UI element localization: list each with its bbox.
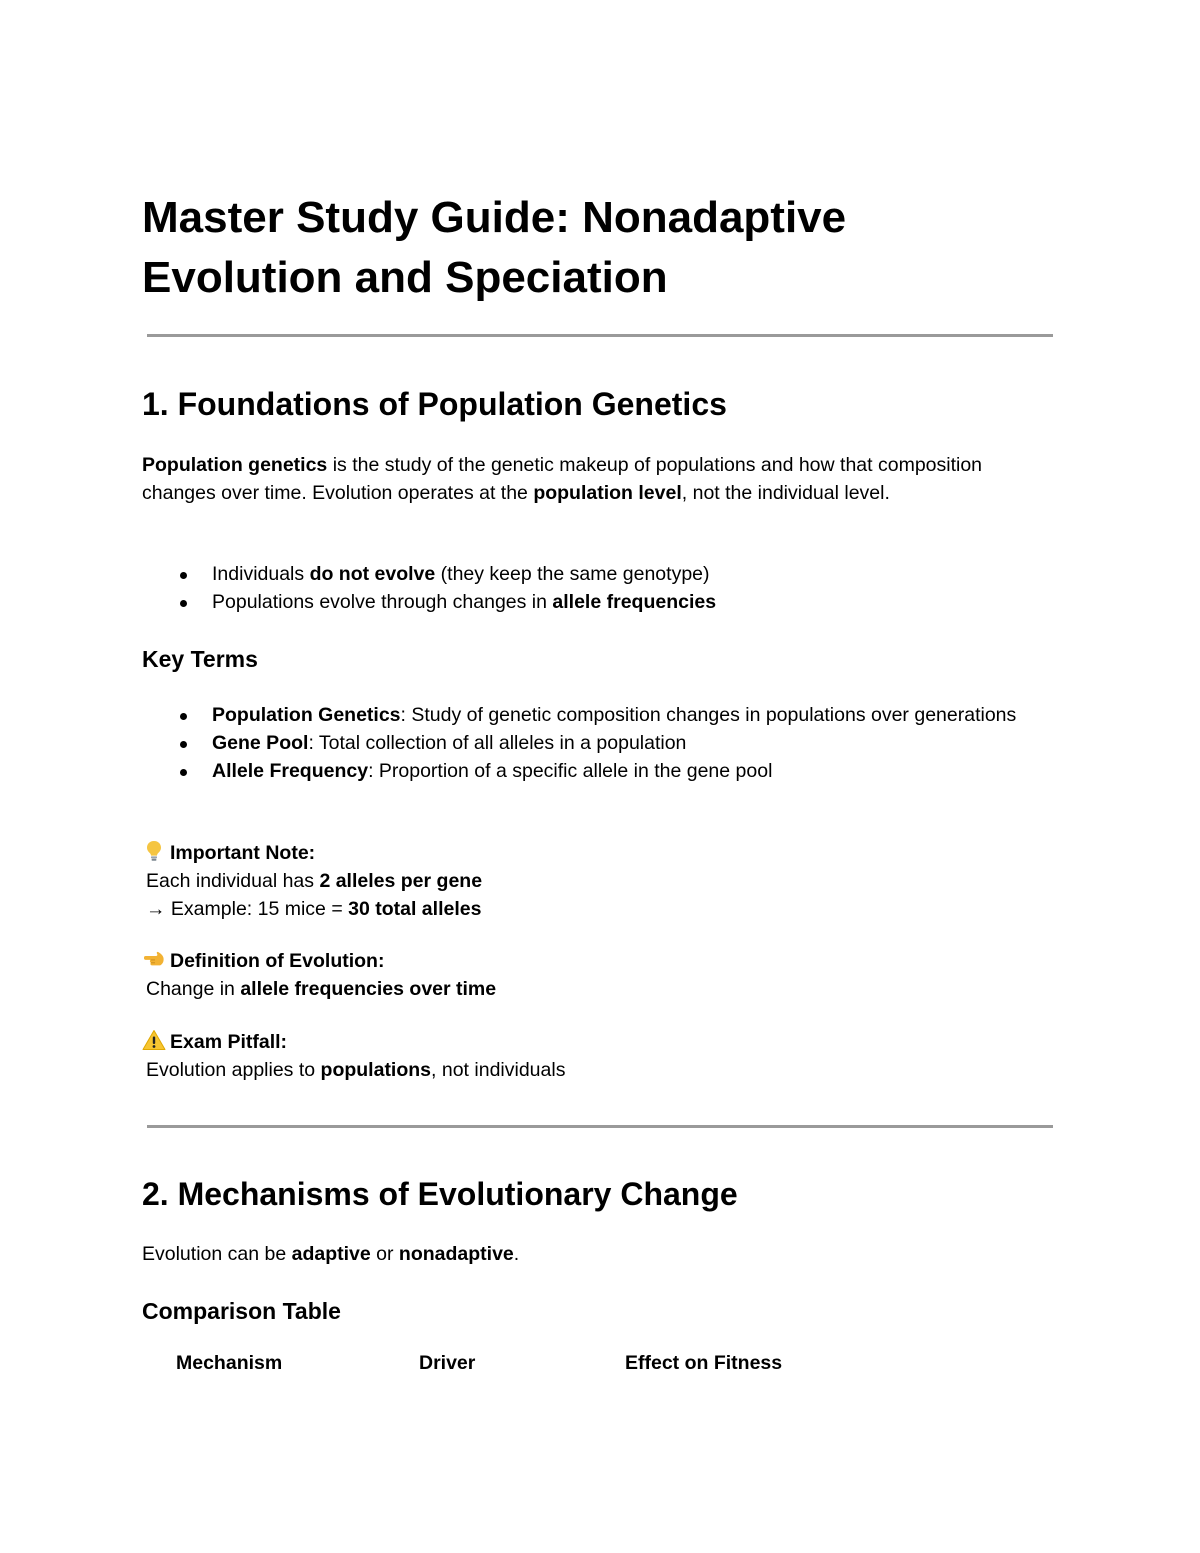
exam-pitfall-text — [146, 1056, 565, 1084]
key-term-definition: : Total collection of all alleles in a population — [308, 732, 687, 754]
table-header-mechanism: Mechanism — [176, 1352, 283, 1374]
section-1-intro — [142, 451, 1052, 507]
bullet-icon — [180, 769, 187, 776]
divider — [147, 1125, 1053, 1128]
page-title: Master Study Guide: Nonadaptive Evolution and Speciation — [142, 193, 847, 302]
key-terms-heading: Key Terms — [142, 646, 258, 672]
pointing-hand-icon — [142, 947, 166, 971]
section-1-bullets — [142, 560, 1042, 616]
lightbulb-icon — [142, 839, 166, 863]
bullet-bold: do not evolve — [309, 563, 436, 585]
list-item — [142, 757, 1042, 785]
key-term: Gene Pool — [212, 732, 309, 754]
key-term-definition: : Study of genetic composition changes in populations over generations — [400, 704, 1017, 726]
table-header-effect-on-fitness: Effect on Fitness — [625, 1352, 783, 1374]
important-note-label — [142, 839, 315, 867]
note-text: → Example: 15 mice = — [146, 898, 349, 920]
list-item — [142, 560, 1042, 588]
bullet-bold: allele frequencies — [552, 591, 717, 613]
intro-bold-adaptive: adaptive — [291, 1243, 371, 1265]
intro-bold-nonadaptive: nonadaptive — [398, 1243, 514, 1265]
bullet-icon — [180, 600, 187, 607]
key-term-definition: : Proportion of a specific allele in the gene pool — [368, 760, 773, 782]
exam-pitfall-label — [142, 1028, 287, 1056]
important-note-line-1 — [146, 867, 482, 895]
bullet-text: Individuals — [212, 563, 310, 585]
list-item — [142, 588, 1042, 616]
section-2-intro — [142, 1240, 519, 1268]
table-header-driver: Driver — [419, 1352, 476, 1374]
important-note-line-2 — [146, 895, 481, 923]
note-bold: 2 alleles per gene — [319, 870, 483, 892]
definition-label — [142, 947, 384, 975]
note-bold: 30 total alleles — [348, 898, 482, 920]
bullet-text: Populations evolve through changes in — [212, 591, 553, 613]
section-2-heading: 2. Mechanisms of Evolutionary Change — [142, 1176, 738, 1212]
comparison-table-heading: Comparison Table — [142, 1298, 341, 1324]
bullet-icon — [180, 741, 187, 748]
definition-text — [146, 975, 496, 1003]
definition-bold: allele frequencies over time — [240, 978, 497, 1000]
pitfall-suffix: , not individuals — [431, 1059, 566, 1081]
divider — [147, 334, 1053, 337]
pitfall-bold: populations — [320, 1059, 432, 1081]
key-term: Population Genetics — [212, 704, 401, 726]
important-note-title: Important Note: — [170, 842, 316, 864]
note-text: Each individual has — [146, 870, 320, 892]
section-1-heading: 1. Foundations of Population Genetics — [142, 386, 727, 422]
bullet-text-end: (they keep the same genotype) — [435, 563, 710, 585]
bullet-icon — [180, 713, 187, 720]
list-item — [142, 729, 1042, 757]
intro-text-end: . — [513, 1243, 520, 1265]
intro-bold: population level — [533, 482, 682, 504]
warning-icon — [142, 1028, 166, 1052]
intro-text: Evolution can be — [142, 1243, 292, 1265]
intro-text-end: , not the individual level. — [681, 482, 890, 504]
definition-title: Definition of Evolution: — [170, 950, 385, 972]
definition-prefix: Change in — [146, 978, 241, 1000]
key-terms-list — [142, 701, 1042, 785]
pitfall-prefix: Evolution applies to — [146, 1059, 321, 1081]
intro-term: Population genetics — [142, 454, 328, 476]
exam-pitfall-title: Exam Pitfall: — [170, 1031, 288, 1053]
bullet-icon — [180, 572, 187, 579]
list-item — [142, 701, 1042, 729]
intro-text: is the study of the genetic makeup of populations and how that composition changes over time. Evolution operates at the — [142, 454, 983, 504]
key-term: Allele Frequency — [212, 760, 369, 782]
intro-text-mid: or — [370, 1243, 399, 1265]
